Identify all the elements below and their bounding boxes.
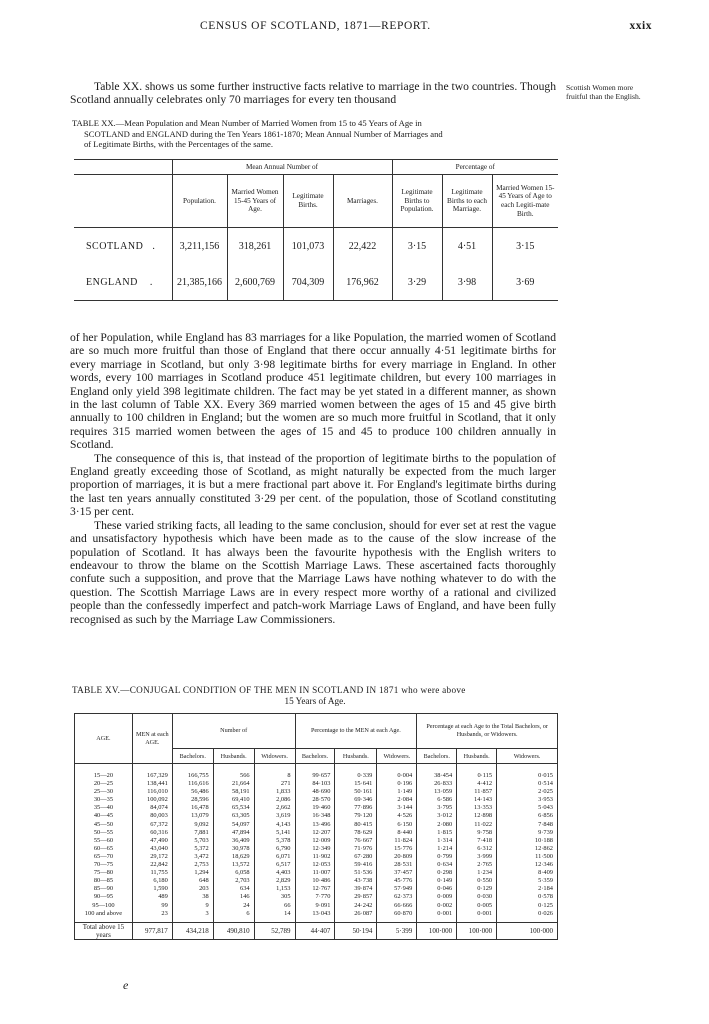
table20-column-header: Legitimate Births to Population. <box>392 175 442 228</box>
running-header <box>0 20 709 34</box>
table-cell: 3·29 <box>392 264 442 301</box>
table15-column-header: Widowers. <box>377 749 417 764</box>
table-cell: 100·000 <box>497 922 558 939</box>
margin-note: Scottish Women more fruitful than the English. <box>566 83 641 101</box>
table15-column-header: Bachelors. <box>295 749 335 764</box>
pct-bachelors-column: 99·657 84·103 48·690 28·570 19·460 16·348 13·496 12·207 12·009 12·349 11·902 12·053 11·007 10·486 12·767 7·770 9·091 13·043 <box>312 772 331 917</box>
table15-column-header: Husbands. <box>213 749 254 764</box>
table15-column-header: Bachelors. <box>417 749 457 764</box>
running-title: CENSUS OF SCOTLAND, 1871—REPORT. <box>200 20 431 32</box>
signature-mark: e <box>123 978 129 992</box>
table15-group-header: Number of <box>172 714 295 749</box>
table-cell: 100·000 <box>457 922 497 939</box>
table20-group-header: Percentage of <box>392 160 558 175</box>
table15-column-header: Widowers. <box>497 749 558 764</box>
intro-paragraph: Table XX. shows us some further instructive facts relative to marriage in the two countries. Though Scotland annually celebrates only 70 marriages for every ten thousand <box>70 80 556 107</box>
table-cell: 434,218 <box>172 922 213 939</box>
table20-column-header: Population. <box>172 175 227 228</box>
table15-group-header: Percentage to the MEN at each Age. <box>295 714 417 749</box>
table-cell: 52,789 <box>254 922 295 939</box>
table-cell: 44·407 <box>295 922 335 939</box>
table-cell: 3·98 <box>442 264 492 301</box>
table20-column-header: Married Women 15-45 Years of Age. <box>227 175 283 228</box>
table20-caption-line: SCOTLAND and ENGLAND during the Ten Years 1861-1870; Mean Annual Number of Marriages and <box>84 128 443 139</box>
table20-column-header: Legitimate Births to each Marriage. <box>442 175 492 228</box>
table-cell: 704,309 <box>283 264 333 301</box>
table-cell: 22,422 <box>333 228 392 265</box>
table15-body <box>75 764 558 923</box>
table-row <box>74 264 558 301</box>
table15-group-header: Percentage at each Age to the Total Bachelors, or Husbands, or Widowers. <box>417 714 558 749</box>
body-paragraph: These varied striking facts, all leading to the same conclusion, should for ever set at rest the vague and unsatisfactory hypothesis which have been made as to the cause of the slow increase of the population of Scotland. It has always been the favourite hypothesis with the English writers to endeavour to throw the blame on the Scottish Marriage Laws. These ascertained facts thoroughly confute such a supposition, and prove that the Marriage Laws have nothing whatever to do with the question. The Scottish Marriage Laws are in every respect more worthy of a rational and civilized people than the confessedly imperfect and patch-work Marriage Laws of England, and have been fully recognised as such by the Marriage Law Commissioners. <box>70 518 556 626</box>
table-cell: 2,600,769 <box>227 264 283 301</box>
table15-caption <box>72 685 558 707</box>
pct-widowers-column: 0·004 0·196 1·149 2·084 3·144 4·526 6·150 8·440 11·824 15·776 20·809 28·531 37·457 45·776 57·949 62·373 66·666 60·870 <box>394 772 413 917</box>
total-pct-widowers-column: 0·015 0·514 2·025 3·953 5·043 6·856 7·848 9·739 10·188 12·862 11·500 12·346 8·409 5·359 2·184 0·578 0·125 0·026 <box>534 772 553 917</box>
total-row <box>75 922 558 939</box>
table-cell: 3·15 <box>492 228 558 265</box>
table20-column-header: Marriages. <box>333 175 392 228</box>
widowers-column: 8 271 1,833 2,086 2,662 3,619 4,143 5,141 5,378 6,790 6,071 6,517 4,403 2,829 1,153 305 66 14 <box>276 772 291 917</box>
page-number: xxix <box>629 20 652 32</box>
body-text <box>70 331 556 626</box>
table15-column-header: MEN at each AGE. <box>132 714 172 764</box>
table-cell: 21,385,166 <box>172 264 227 301</box>
table-row <box>74 228 558 265</box>
table-cell: 490,810 <box>213 922 254 939</box>
age-column: 15—20 20—25 25—30 30—35 35—40 40—45 45—50 50—55 55—60 60—65 65—70 70—75 75—80 80—85 85—90 90—95 95—100 100 and above <box>84 772 123 917</box>
row-label: SCOTLAND <box>86 240 144 252</box>
table-cell: 50·194 <box>335 922 377 939</box>
table20-group-header: Mean Annual Number of <box>172 160 392 175</box>
pct-husbands-column: 0·339 15·641 50·161 69·346 77·896 79·120 80·415 78·629 76·667 71·976 67·280 59·416 51·536 43·738 39·874 29·857 24·242 26·087 <box>354 772 373 917</box>
table-cell: 977,817 <box>132 922 172 939</box>
table15-column-header: AGE. <box>75 714 133 764</box>
total-pct-husbands-column: 0·115 4·412 11·857 14·143 13·353 12·898 11·022 9·758 7·418 6·312 3·999 2·765 1·234 0·550 0·129 0·030 0·005 0·001 <box>474 772 493 917</box>
table20-caption <box>72 118 556 150</box>
table15-caption-line: 15 Years of Age. <box>284 696 346 706</box>
table-cell: 3·69 <box>492 264 558 301</box>
table-cell: 3,211,156 <box>172 228 227 265</box>
leader-dot: . <box>149 276 153 288</box>
table15-column-header: Husbands. <box>335 749 377 764</box>
total-label: Total above 15 years <box>75 922 133 939</box>
table15-caption-line: TABLE XV.—CONJUGAL CONDITION OF THE MEN IN SCOTLAND IN 1871 who were above <box>72 685 466 695</box>
table-cell: 4·51 <box>442 228 492 265</box>
row-label: ENGLAND <box>86 276 138 288</box>
table-cell: 176,962 <box>333 264 392 301</box>
table15-column-header: Bachelors. <box>172 749 213 764</box>
table-cell: 318,261 <box>227 228 283 265</box>
table20-column-header: Married Women 15-45 Years of Age to each Legiti-mate Birth. <box>492 175 558 228</box>
table-cell: 3·15 <box>392 228 442 265</box>
table-cell: 5·399 <box>377 922 417 939</box>
table-cell: 100·000 <box>417 922 457 939</box>
table20-column-header: Legitimate Births. <box>283 175 333 228</box>
table20-caption-line: TABLE XX.—Mean Population and Mean Number of Married Women from 15 to 45 Years of Age in <box>72 118 422 128</box>
leader-dot: . <box>152 240 156 252</box>
bachelors-column: 166,755 116,616 56,486 28,596 16,478 13,079 9,092 7,881 5,703 5,372 3,472 2,753 1,294 648 203 38 9 3 <box>187 772 209 917</box>
table15-column-header: Husbands. <box>457 749 497 764</box>
table-xx <box>74 159 558 301</box>
total-pct-bachelors-column: 38·454 26·833 13·059 6·586 3·795 3·012 2·080 1·815 1·314 1·214 0·799 0·634 0·298 0·149 0·046 0·009 0·002 0·001 <box>434 772 453 917</box>
table15-column-header: Widowers. <box>254 749 295 764</box>
husbands-column: 566 21,664 58,191 69,410 65,534 63,305 54,097 47,894 36,409 30,978 18,629 13,572 6,058 2,703 634 146 24 6 <box>232 772 250 917</box>
body-paragraph: of her Population, while England has 83 marriages for a like Population, the married women of Scotland are so much more fruitful than those of England that there occur annually 4·51 legitimate births for every marriage in Scotland, but only 3·98 legitimate births for every marriage in England. In other words, every 100 marriages in Scotland produce 451 legitimate children, but every 100 marriages in England only yield 398 legitimate children. The fact may be yet stated in a different manner, as shown in the last column of Table XX. Every 369 married women between the ages of 15 and 45 give birth annually to 100 children in England; but the women are so much more fruitful in Scotland, that it only requires 315 married women between the ages of 15 and 45 to produce 100 children annually in Scotland. <box>70 331 556 452</box>
body-paragraph: The consequence of this is, that instead of the proportion of legitimate births to the population of England greatly exceeding those of Scotland, as might naturally be expected from the much larger proportion of marriages, it is but a mere fractional part above it. For England's legitimate births during the last ten years annually constituted 3·29 per cent. of the population, those of Scotland constituting 3·15 per cent. <box>70 451 556 519</box>
men-column: 167,329 138,441 116,010 100,092 84,074 80,003 67,372 60,316 47,490 43,040 29,172 22,842 11,755 6,180 1,590 489 99 23 <box>147 772 168 917</box>
table20-caption-line: of Legitimate Births, with the Percentages of the same. <box>84 139 274 150</box>
table-xv <box>74 713 558 940</box>
table-cell: 101,073 <box>283 228 333 265</box>
